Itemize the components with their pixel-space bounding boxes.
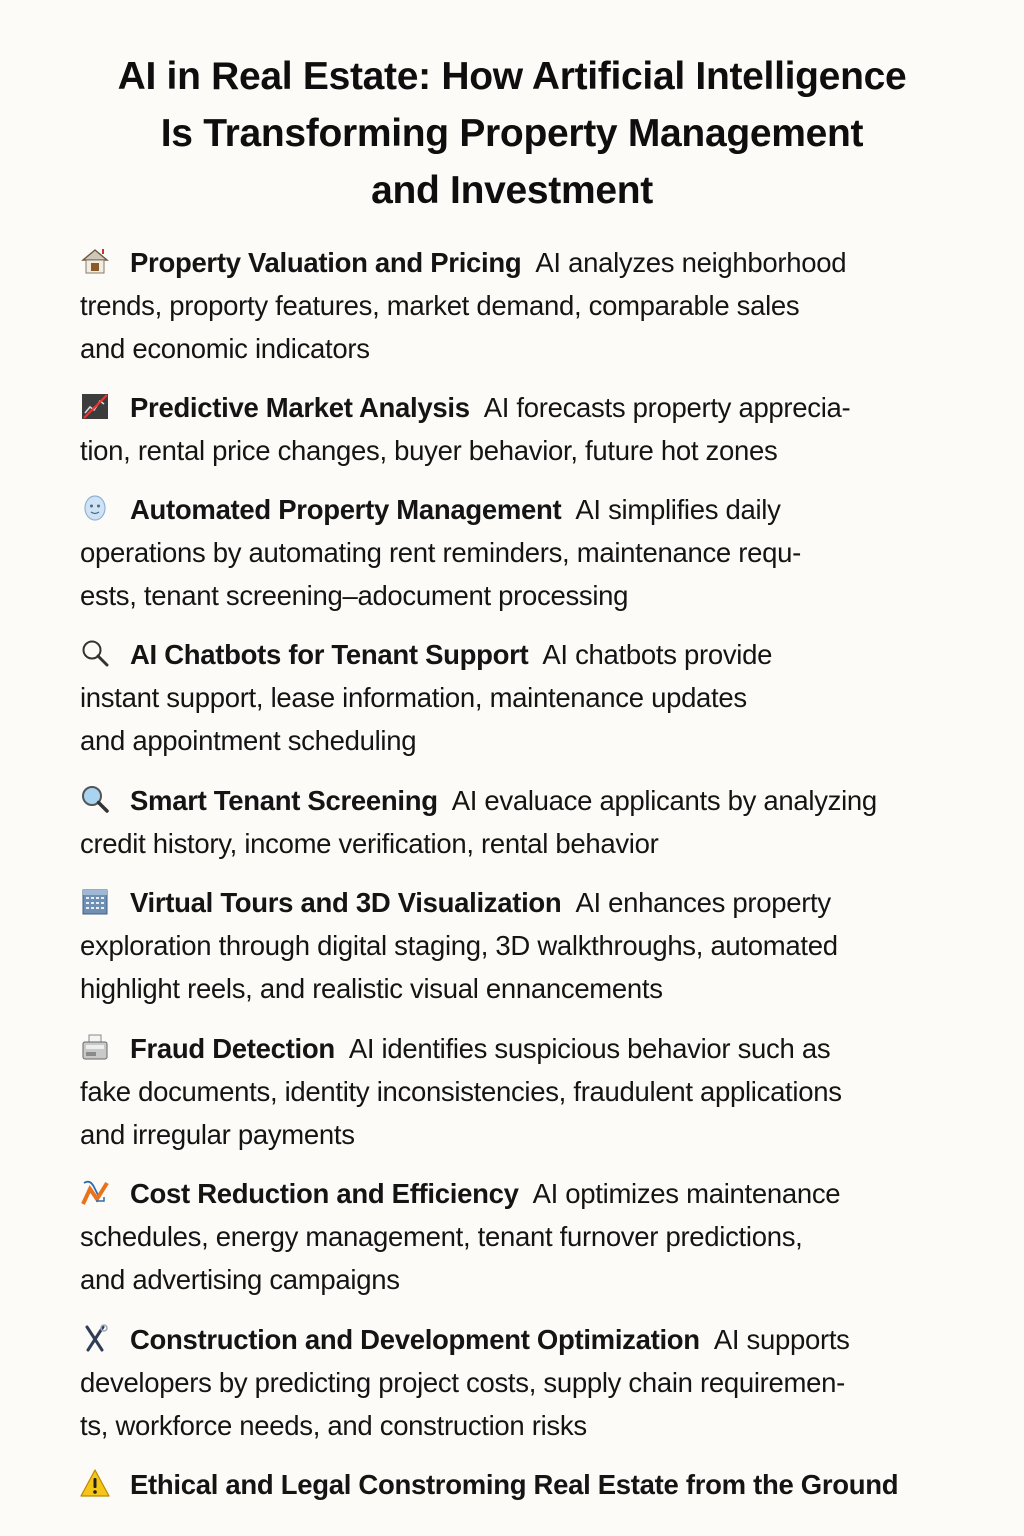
list-item-cost-reduction xyxy=(80,1172,970,1301)
item-text: AI identifies suspicious behavior such as xyxy=(348,1033,831,1064)
item-text: ests, tenant screening–adocument processing xyxy=(80,580,629,611)
item-text: trends, proporty features, market demand, comparable sales xyxy=(80,290,800,321)
item-heading: Fraud Detection xyxy=(130,1033,335,1064)
item-heading: Predictive Market Analysis xyxy=(130,392,470,423)
item-text: operations by automating rent reminders, maintenance requ- xyxy=(80,537,801,568)
list-item-predictive-market xyxy=(80,386,970,472)
house-icon xyxy=(80,246,110,276)
item-heading: Construction and Development Optimization xyxy=(130,1324,700,1355)
item-text: schedules, energy management, tenant furnover predictions, xyxy=(80,1221,803,1252)
item-text: AI optimizes maintenance xyxy=(532,1178,841,1209)
list-item-construction xyxy=(80,1318,970,1447)
building-icon xyxy=(80,886,110,916)
item-text: and irregular payments xyxy=(80,1119,355,1150)
fax-machine-icon xyxy=(80,1032,110,1062)
page-title xyxy=(0,48,1024,219)
title-line-3: and Investment xyxy=(371,169,653,212)
item-text: highlight reels, and realistic visual ennancements xyxy=(80,973,663,1004)
item-text: and advertising campaigns xyxy=(80,1264,400,1295)
item-heading: Property Valuation and Pricing xyxy=(130,247,522,278)
chart-trend-icon xyxy=(80,391,110,421)
item-heading: AI Chatbots for Tenant Support xyxy=(130,639,529,670)
item-text: tion, rental price changes, buyer behavior, future hot zones xyxy=(80,435,778,466)
title-line-2: Is Transforming Property Management xyxy=(160,112,864,155)
list-item-smart-screening xyxy=(80,779,970,865)
magnifier-icon xyxy=(80,638,110,668)
warning-icon xyxy=(80,1468,110,1498)
item-text: AI analyzes neighborhood xyxy=(535,247,847,278)
item-text: AI simplifies daily xyxy=(575,494,781,525)
list-item-fraud-detection xyxy=(80,1027,970,1156)
item-text: ts, workforce needs, and construction risks xyxy=(80,1410,587,1441)
item-text: and economic indicators xyxy=(80,333,370,364)
item-heading: Smart Tenant Screening xyxy=(130,785,438,816)
item-text: instant support, lease information, maintenance updates xyxy=(80,682,747,713)
item-heading: Cost Reduction and Efficiency xyxy=(130,1178,519,1209)
item-text: fake documents, identity inconsistencies, fraudulent applications xyxy=(80,1076,842,1107)
item-text: AI chatbots provide xyxy=(542,639,773,670)
list-item-automated-management xyxy=(80,488,970,617)
item-text: credit history, income verification, rental behavior xyxy=(80,828,659,859)
item-text: developers by predicting project costs, supply chain requiremen- xyxy=(80,1367,845,1398)
item-text: exploration through digital staging, 3D walkthroughs, automated xyxy=(80,930,838,961)
item-text: AI enhances property xyxy=(575,887,831,918)
item-text: AI supports xyxy=(713,1324,850,1355)
item-text: and appointment scheduling xyxy=(80,725,417,756)
item-text: AI forecasts property apprecia- xyxy=(483,392,851,423)
magnifier-blue-icon xyxy=(80,784,110,814)
tools-icon xyxy=(80,1323,110,1353)
title-line-1: AI in Real Estate: How Artificial Intelligence xyxy=(117,55,907,98)
list-item-ai-chatbots xyxy=(80,633,970,762)
list-item-ethical-legal xyxy=(80,1463,1010,1506)
list-item-property-valuation xyxy=(80,241,970,370)
chart-increasing-icon xyxy=(80,1177,110,1207)
list-item-virtual-tours xyxy=(80,881,970,1010)
robot-face-icon xyxy=(80,493,110,523)
item-heading: Ethical and Legal Constroming Real Estate from the Ground xyxy=(130,1469,899,1500)
item-heading: Automated Property Management xyxy=(130,494,562,525)
item-heading: Virtual Tours and 3D Visualization xyxy=(130,887,562,918)
item-text: AI evaluace applicants by analyzing xyxy=(451,785,877,816)
